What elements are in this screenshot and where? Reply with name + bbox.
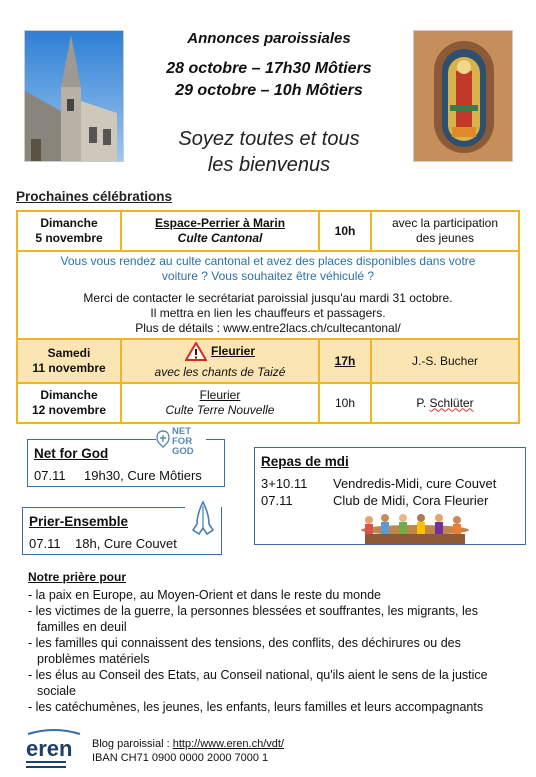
church-photo bbox=[24, 30, 124, 162]
celebrations-heading: Prochaines célébrations bbox=[16, 189, 173, 204]
priere-entry: 07.11 18h, Cure Couvet bbox=[29, 536, 177, 551]
event-time-cell: 10h bbox=[319, 383, 371, 423]
event-date-cell: Dimanche 5 novembre bbox=[17, 211, 121, 251]
event-place-cell: Fleurier Culte Terre Nouvelle bbox=[121, 383, 319, 423]
warning-icon bbox=[185, 342, 207, 361]
event-note-cell: avec la participation des jeunes bbox=[371, 211, 519, 251]
list-item: - les élus au Conseil des Etats, au Conseil national, qu'ils aient le sens de la justice sociale bbox=[28, 667, 518, 699]
repas-title: Repas de mdi bbox=[261, 454, 349, 469]
praying-hands-icon bbox=[185, 498, 221, 538]
event-time-cell: 10h bbox=[319, 211, 371, 251]
prayers-heading: Notre prière pour bbox=[28, 570, 127, 584]
list-item: - les familles qui connaissent des tensions, des conflits, des déchirures ou des problèmes matériels bbox=[28, 635, 518, 667]
table-row bbox=[17, 339, 519, 383]
list-item: - les catéchumènes, les jeunes, les enfants, leurs familles et leurs accompagnants bbox=[28, 699, 518, 715]
prayers-list bbox=[28, 587, 518, 715]
carpool-info-cell: Vous vous rendez au culte cantonal et avez des places disponibles dans votre voiture ? Vous souhaitez être véhiculé ? Merci de contacter le secrétariat paroissial jusqu'au mardi 31 octobre. Il mettra en lien les chauffeurs et passagers. Plus de détails : www.entre2lacs.ch/cultecantonal/ bbox=[17, 251, 519, 339]
netforgod-entry: 07.11 19h30, Cure Môtiers bbox=[34, 468, 202, 483]
priere-title: Prier-Ensemble bbox=[29, 514, 129, 529]
table-row bbox=[17, 383, 519, 423]
shared-meal-illustration bbox=[355, 512, 475, 546]
netforgod-title: Net for God bbox=[34, 446, 109, 461]
event-note-cell: P. Schlüter bbox=[371, 383, 519, 423]
welcome-text: Soyez toutes et tous les bienvenus bbox=[178, 128, 360, 176]
page-title: Annonces paroissiales bbox=[187, 30, 351, 47]
service-date-1: 28 octobre – 17h30 Môtiers bbox=[166, 60, 372, 77]
netforgod-logo-icon: NET FOR GOD bbox=[156, 426, 206, 462]
list-item: - la paix en Europe, au Moyen-Orient et dans le reste du monde bbox=[28, 587, 518, 603]
repas-entry: 07.11 Club de Midi, Cora Fleurier bbox=[261, 493, 489, 508]
celebrations-table bbox=[16, 210, 520, 424]
event-place-cell: Fleurier avec les chants de Taizé bbox=[121, 339, 319, 383]
event-date-cell: Dimanche 12 novembre bbox=[17, 383, 121, 423]
event-place-cell: Espace-Perrier à Marin Culte Cantonal bbox=[121, 211, 319, 251]
eren-logo bbox=[24, 728, 84, 772]
table-row bbox=[17, 211, 519, 251]
svg-text:eren: eren bbox=[26, 736, 73, 761]
repas-entry: 3+10.11 Vendredis-Midi, cure Couvet bbox=[261, 476, 497, 491]
service-date-2: 29 octobre – 10h Môtiers bbox=[175, 82, 363, 99]
list-item: - les victimes de la guerre, la personnes blessées et souffrantes, les migrants, les familles en deuil bbox=[28, 603, 518, 635]
iban-line: IBAN CH71 0900 0000 2000 7000 1 bbox=[92, 752, 269, 764]
table-row bbox=[17, 251, 519, 339]
event-date-cell: Samedi 11 novembre bbox=[17, 339, 121, 383]
stained-glass-photo bbox=[413, 30, 513, 162]
blog-link[interactable]: http://www.eren.ch/vdt/ bbox=[172, 738, 284, 750]
event-note-cell: J.-S. Bucher bbox=[371, 339, 519, 383]
repas-box bbox=[254, 447, 526, 545]
event-time-cell: 17h bbox=[319, 339, 371, 383]
blog-line: Blog paroissial : http://www.eren.ch/vdt/ bbox=[92, 738, 284, 750]
